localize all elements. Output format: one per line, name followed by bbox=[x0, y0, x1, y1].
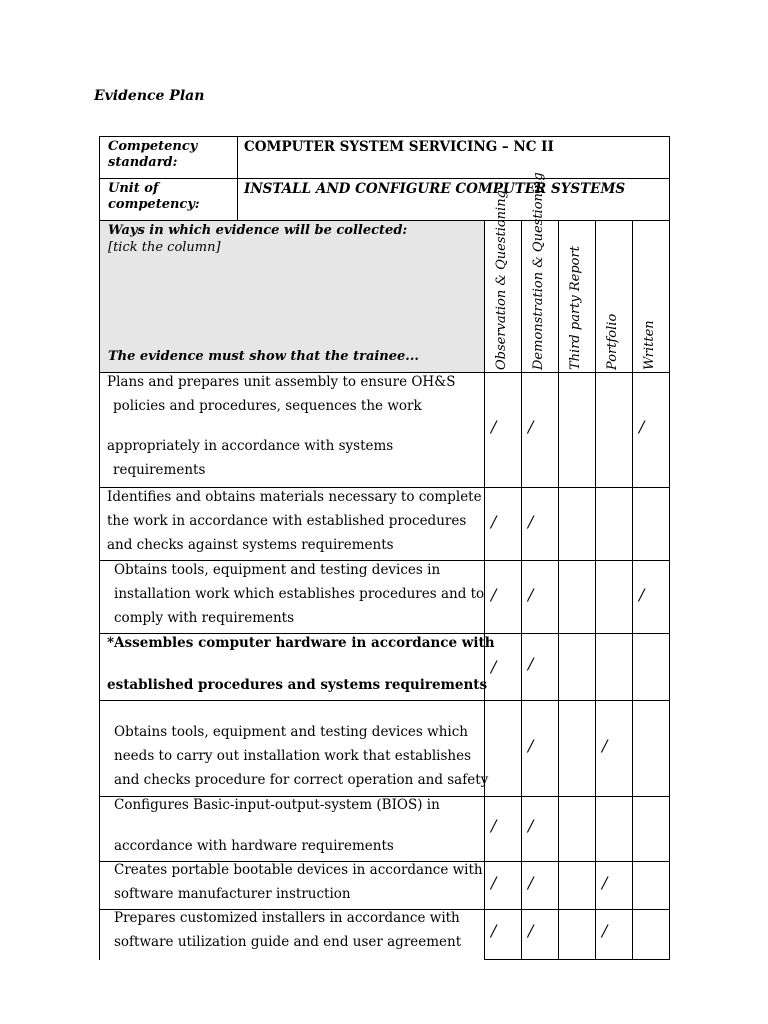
unit-label: Unit of competency: bbox=[108, 181, 200, 212]
col-line-5 bbox=[632, 220, 633, 960]
tick-mark: / bbox=[528, 512, 534, 531]
table-row bbox=[107, 370, 455, 482]
tick-mark: / bbox=[528, 654, 534, 673]
col-line-4 bbox=[595, 220, 596, 960]
tick-mark: / bbox=[528, 736, 534, 755]
row-line: the work in accordance with established procedures bbox=[107, 513, 467, 529]
table-row bbox=[114, 558, 484, 630]
col-header-observation: Observation & Questioning bbox=[494, 190, 509, 370]
table-border-bottom bbox=[484, 959, 670, 960]
col-line-3 bbox=[558, 220, 559, 960]
table-border-right bbox=[669, 136, 670, 960]
col-header-demonstration: Demonstration & Questioning bbox=[531, 172, 546, 370]
row-line: Identifies and obtains materials necessary to complete bbox=[107, 489, 482, 505]
label-column-divider bbox=[237, 136, 238, 221]
tick-mark: / bbox=[491, 512, 497, 531]
competency-value: COMPUTER SYSTEM SERVICING – NC II bbox=[244, 139, 554, 155]
row-line: software manufacturer instruction bbox=[114, 886, 351, 902]
row-line: Obtains tools, equipment and testing devices in bbox=[114, 562, 441, 578]
header-divider-1 bbox=[99, 178, 670, 179]
row-line: and checks procedure for correct operation and safety bbox=[114, 772, 489, 788]
row-line: accordance with hardware requirements bbox=[114, 838, 394, 854]
tick-mark: / bbox=[528, 921, 534, 940]
tick-mark: / bbox=[491, 417, 497, 436]
row-line: appropriately in accordance with systems bbox=[107, 438, 394, 454]
table-row bbox=[107, 631, 495, 697]
must-show-label: The evidence must show that the trainee... bbox=[108, 349, 419, 364]
table-row bbox=[114, 793, 440, 858]
table-row bbox=[114, 858, 483, 906]
row-line: Creates portable bootable devices in accordance with bbox=[114, 862, 483, 878]
unit-value: INSTALL AND CONFIGURE COMPUTER SYSTEMS bbox=[244, 181, 626, 197]
table-row bbox=[107, 485, 482, 557]
tick-mark: / bbox=[491, 873, 497, 892]
tick-mark: / bbox=[639, 585, 645, 604]
row-line: installation work which establishes procedures and to bbox=[114, 586, 485, 602]
tick-mark: / bbox=[602, 873, 608, 892]
tick-mark: / bbox=[639, 417, 645, 436]
tick-mark: / bbox=[491, 816, 497, 835]
col-header-third-party: Third party Report bbox=[568, 246, 583, 370]
tick-note: [tick the column] bbox=[108, 240, 221, 255]
col-header-portfolio: Portfolio bbox=[605, 313, 620, 370]
row-sep-4 bbox=[99, 700, 670, 701]
col-line-2 bbox=[521, 220, 522, 960]
row-line: Configures Basic-input-output-system (BIOS) in bbox=[114, 797, 440, 813]
row-line: established procedures and systems requirements bbox=[107, 677, 488, 693]
tick-mark: / bbox=[491, 921, 497, 940]
tick-mark: / bbox=[602, 921, 608, 940]
header-divider-2 bbox=[99, 220, 670, 221]
row-line: Prepares customized installers in accordance with bbox=[114, 910, 460, 926]
table-row bbox=[114, 720, 488, 792]
row-line: comply with requirements bbox=[114, 610, 295, 626]
row-line: Obtains tools, equipment and testing devices which bbox=[114, 724, 468, 740]
tick-mark: / bbox=[528, 816, 534, 835]
row-line: Plans and prepares unit assembly to ensure OH&S bbox=[107, 374, 456, 390]
row-line: requirements bbox=[113, 462, 206, 478]
tick-mark: / bbox=[528, 873, 534, 892]
table-row bbox=[114, 906, 461, 954]
competency-label: Competency standard: bbox=[108, 139, 198, 170]
ways-label: Ways in which evidence will be collected: bbox=[108, 223, 408, 238]
document-title: Evidence Plan bbox=[94, 88, 205, 104]
row-line: software utilization guide and end user agreement bbox=[114, 934, 462, 950]
row-line: needs to carry out installation work that establishes bbox=[114, 748, 472, 764]
tick-mark: / bbox=[528, 417, 534, 436]
table-border-left bbox=[99, 136, 100, 960]
tick-mark: / bbox=[528, 585, 534, 604]
row-line: policies and procedures, sequences the work bbox=[113, 398, 422, 414]
col-header-written: Written bbox=[642, 320, 657, 370]
tick-mark: / bbox=[491, 585, 497, 604]
row-line: *Assembles computer hardware in accordance with bbox=[107, 635, 495, 651]
tick-mark: / bbox=[491, 657, 497, 676]
table-border-top bbox=[99, 136, 670, 137]
tick-mark: / bbox=[602, 736, 608, 755]
row-line: and checks against systems requirements bbox=[107, 537, 394, 553]
